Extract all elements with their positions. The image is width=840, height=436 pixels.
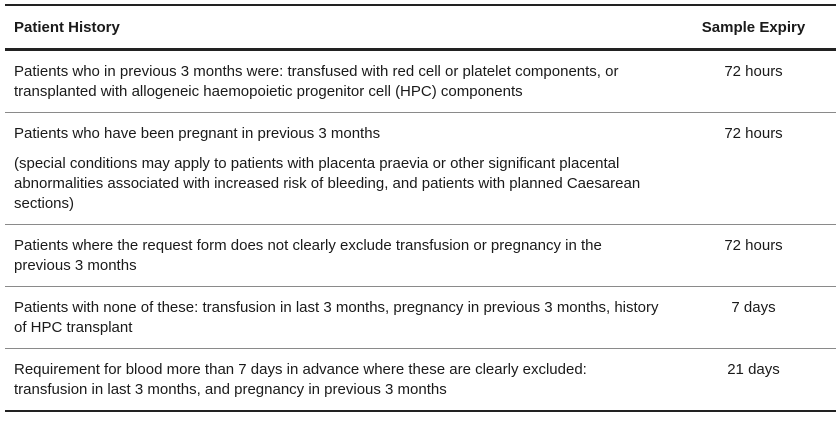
- table-row: [5, 349, 836, 412]
- table-row: [5, 50, 836, 113]
- row-history-text: Patients with none of these: transfusion in last 3 months, pregnancy in previous 3 months, history of HPC transplant: [14, 299, 659, 336]
- sample-expiry-table-container: [5, 4, 836, 412]
- table-header: [5, 5, 836, 50]
- row-history-text: Requirement for blood more than 7 days in advance where these are clearly excluded: transfusion in last 3 months, and pregnancy in previous 3 months: [14, 361, 587, 398]
- header-patient-history: Patient History: [14, 18, 120, 36]
- table-row: [5, 225, 836, 287]
- row-history-cell: [5, 50, 671, 113]
- row-history-cell: [5, 225, 671, 287]
- table-row: [5, 287, 836, 349]
- row-expiry-cell: 72 hours: [724, 237, 783, 254]
- row-expiry-cell: 7 days: [731, 299, 776, 316]
- row-history-text: Patients who in previous 3 months were: transfused with red cell or platelet components, or transplanted with allogeneic haemopoietic progenitor cell (HPC) components: [14, 63, 619, 100]
- table-row: [5, 113, 836, 225]
- row-history-cell: [5, 349, 671, 412]
- header-sample-expiry: Sample Expiry: [701, 18, 806, 36]
- table-header-row: [5, 5, 836, 50]
- row-history-note: (special conditions may apply to patients with placenta praevia or other significant placental abnormalities associated with increased risk of bleeding, and patients with planned Caesarean sections): [14, 155, 641, 212]
- row-expiry-cell: 21 days: [727, 361, 780, 378]
- row-expiry-cell: 72 hours: [724, 125, 783, 142]
- row-history-cell: [5, 113, 671, 225]
- table-body: [5, 50, 836, 412]
- row-history-text: Patients who have been pregnant in previous 3 months: [14, 125, 381, 142]
- sample-expiry-table: [5, 4, 836, 412]
- row-expiry-cell: 72 hours: [724, 63, 783, 80]
- row-history-text: Patients where the request form does not clearly exclude transfusion or pregnancy in the previous 3 months: [14, 237, 602, 274]
- row-history-cell: [5, 287, 671, 349]
